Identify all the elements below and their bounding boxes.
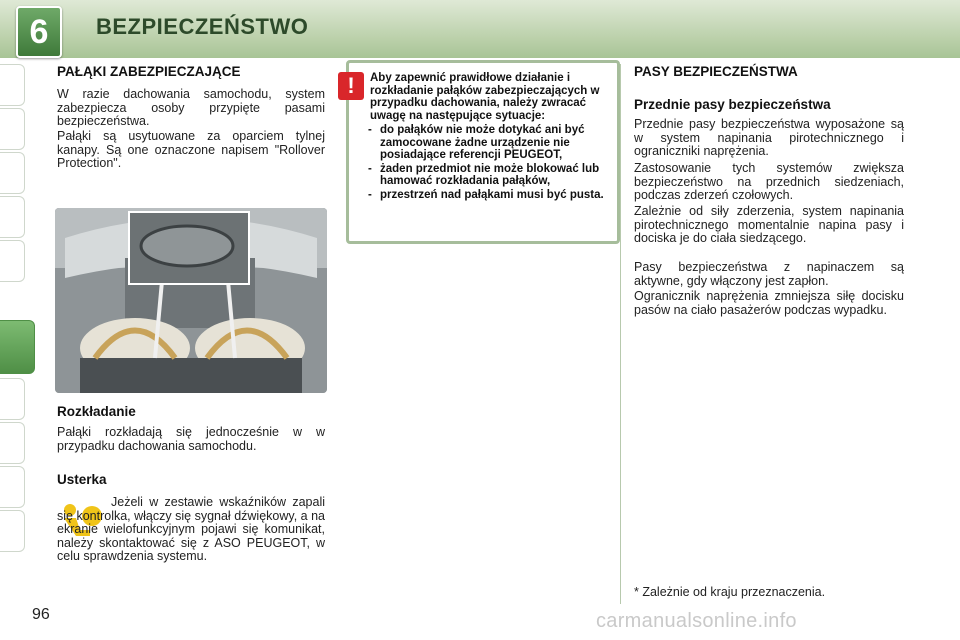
deploy-section-title: Rozkładanie	[57, 404, 136, 419]
side-tab[interactable]	[0, 466, 25, 508]
deploy-paragraph: Pałąki rozkładają się jednocześnie w w przypadku dachowania samochodu.	[57, 425, 325, 453]
seatbelts-paragraph-4: Pasy bezpieczeństwa z napinaczem są aktywne, gdy włączony jest zapłon.	[634, 260, 904, 288]
rollbar-photo	[55, 208, 327, 393]
footnote: * Zależnie od kraju przeznaczenia.	[634, 585, 826, 599]
chapter-title: BEZPIECZEŃSTWO	[96, 14, 309, 39]
fault-section-title: Usterka	[57, 472, 107, 487]
fault-paragraph: Jeżeli w zestawie wskaźników zapali się kontrolka, włączy się sygnał dźwiękowy, a na ekranie wielofunkcyjnym pojawi się komunikat, należy skontaktować się z ASO PEUGEOT, w celu sprawdzenia systemu.	[57, 495, 325, 563]
seatbelts-paragraph-5: Ogranicznik naprężenia zmniejsza siłę docisku pasów na ciało pasażerów podczas wypadku.	[634, 289, 904, 317]
front-seatbelts-subtitle: Przednie pasy bezpieczeństwa	[634, 97, 831, 112]
side-tab[interactable]	[0, 510, 25, 552]
chapter-number-tab: 6	[16, 6, 62, 58]
side-tab[interactable]	[0, 378, 25, 420]
rollbar-paragraph-1: W razie dachowania samochodu, system zabezpiecza osoby przypięte pasami bezpieczeństwa.	[57, 87, 325, 128]
warning-item: - przestrzeń nad pałąkami musi być pusta.	[366, 189, 610, 202]
side-tab[interactable]	[0, 64, 25, 106]
seatbelts-paragraph-2: Zastosowanie tych systemów zwiększa bezpieczeństwo na przednich siedzeniach, podczas zderzeń czołowych.	[634, 161, 904, 202]
side-tab[interactable]	[0, 196, 25, 238]
warning-item: - żaden przedmiot nie może blokować lub hamować rozkładania pałąków,	[366, 163, 610, 188]
seatbelts-section-title: PASY BEZPIECZEŃSTWA	[634, 64, 798, 79]
seatbelts-paragraph-1: Przednie pasy bezpieczeństwa wyposażone są w system napinania pirotechnicznego i ograniczniki naprężenia.	[634, 117, 904, 158]
rollbar-section-title: PAŁĄKI ZABEZPIECZAJĄCE	[57, 64, 241, 79]
side-tab[interactable]	[0, 108, 25, 150]
watermark: carmanualsonline.info	[596, 610, 797, 632]
car-interior-illustration	[55, 208, 327, 393]
side-tab[interactable]	[0, 240, 25, 282]
rollbar-paragraph-2: Pałąki są usytuowane za oparciem tylnej kanapy. Są one oznaczone napisem "Rollover Protection".	[57, 129, 325, 170]
side-chapter-tabs	[0, 64, 26, 574]
warning-list	[366, 124, 610, 202]
side-tab[interactable]	[0, 152, 25, 194]
side-tab-active[interactable]	[0, 320, 35, 374]
seatbelts-paragraph-3: Zależnie od siły zderzenia, system napinania pirotechnicznego momentalnie napina pasy i dociska je do ciała siedzącego.	[634, 204, 904, 245]
warning-intro: Aby zapewnić prawidłowe działanie i rozkładanie pałąków zabezpieczających w przypadku dachowania, należy zwracać uwagę na następujące sytuacje:	[370, 72, 600, 122]
page-number: 96	[32, 606, 50, 623]
warning-exclamation-icon: !	[338, 72, 364, 100]
warning-item: - do pałąków nie może dotykać ani być zamocowane żadne urządzenie nie posiadające referencji PEUGEOT,	[366, 124, 610, 162]
column-divider	[620, 64, 621, 604]
side-tab[interactable]	[0, 422, 25, 464]
